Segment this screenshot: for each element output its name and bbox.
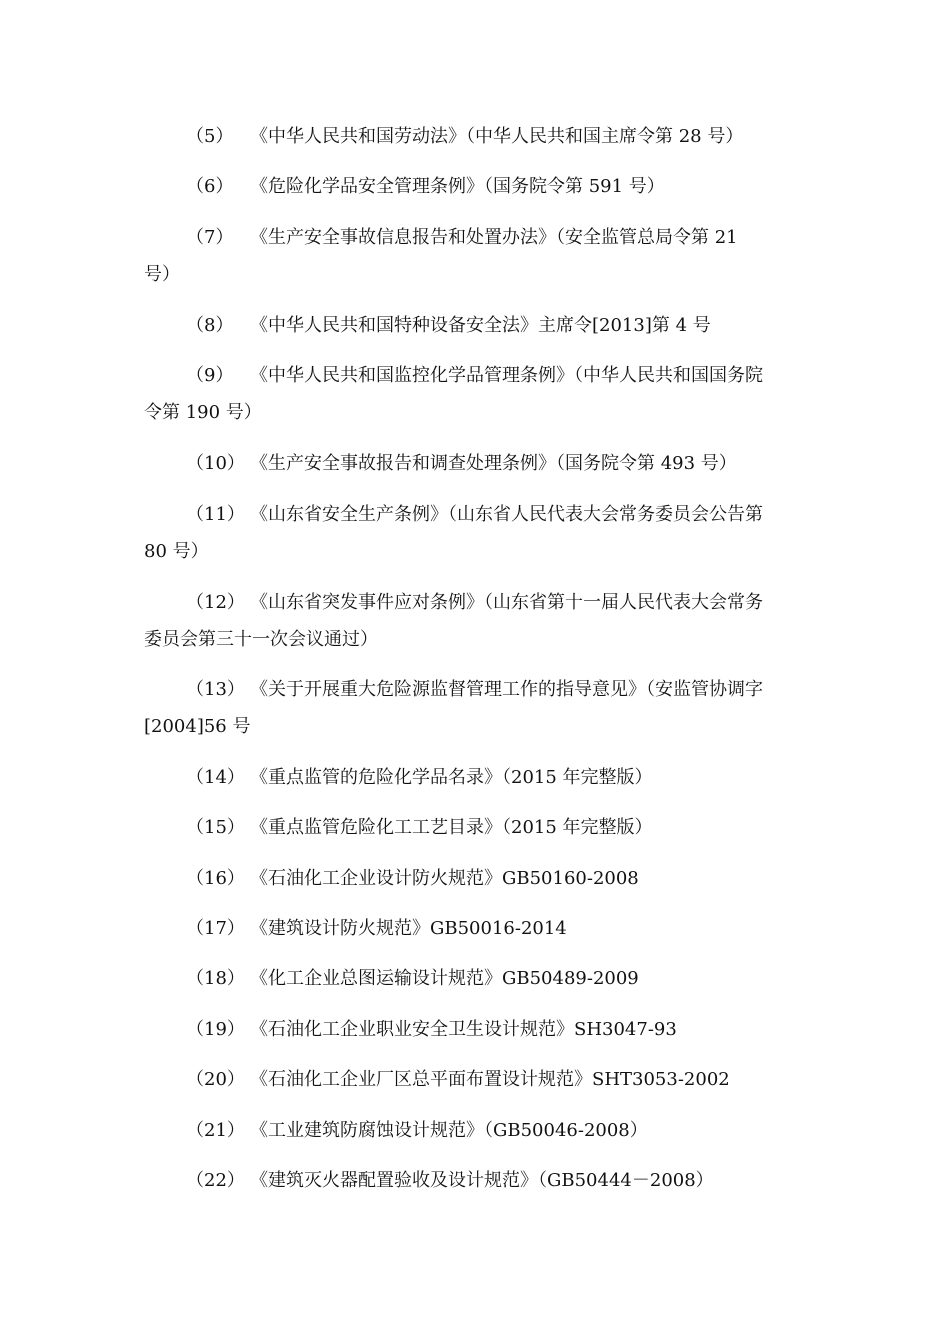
item-text: 《石油化工企业设计防火规范》GB50160-2008 [250, 868, 639, 889]
item-line [144, 445, 804, 482]
list-item [144, 496, 804, 570]
list-item [144, 1162, 804, 1199]
list-item [144, 445, 804, 482]
item-text: 《关于开展重大危险源监督管理工作的指导意见》（安监管协调字 [250, 679, 763, 700]
item-number: （16） [186, 868, 245, 889]
item-continuation-line: 委员会第三十一次会议通过） [144, 629, 378, 650]
list-item [144, 1061, 804, 1098]
item-line [144, 168, 804, 205]
item-number: （19） [186, 1019, 245, 1040]
item-line [144, 1061, 804, 1098]
item-text: 《石油化工企业厂区总平面布置设计规范》SHT3053-2002 [250, 1069, 730, 1090]
list-item [144, 960, 804, 997]
item-number: （12） [186, 592, 245, 613]
item-line [144, 496, 804, 533]
item-number: （21） [186, 1120, 245, 1141]
item-number: （22） [186, 1170, 245, 1191]
item-text: 《山东省突发事件应对条例》（山东省第十一届人民代表大会常务 [250, 592, 763, 613]
item-number: （10） [186, 453, 245, 474]
item-number: （11） [186, 504, 245, 525]
item-number: （14） [186, 767, 245, 788]
item-number: （8） [186, 315, 234, 336]
list-item [144, 307, 804, 344]
item-line [144, 759, 804, 796]
list-item [144, 671, 804, 745]
item-text: 《山东省安全生产条例》（山东省人民代表大会常务委员会公告第 [250, 504, 763, 525]
item-number: （20） [186, 1069, 245, 1090]
item-text: 《建筑灭火器配置验收及设计规范》（GB50444－2008） [250, 1170, 714, 1191]
item-text: 《生产安全事故信息报告和处置办法》（安全监管总局令第 21 [250, 227, 738, 248]
item-number: （18） [186, 968, 245, 989]
list-item [144, 357, 804, 431]
item-line [144, 671, 804, 708]
item-line [144, 1011, 804, 1048]
list-item [144, 809, 804, 846]
list-item [144, 118, 804, 155]
item-line [144, 910, 804, 947]
item-text: 《中华人民共和国监控化学品管理条例》（中华人民共和国国务院 [250, 365, 763, 386]
item-line [144, 1162, 804, 1199]
item-continuation-line: 号） [144, 264, 180, 285]
item-text: 《石油化工企业职业安全卫生设计规范》SH3047-93 [250, 1019, 677, 1040]
list-item [144, 584, 804, 658]
item-line [144, 809, 804, 846]
list-item [144, 759, 804, 796]
item-number: （17） [186, 918, 245, 939]
list-item [144, 1011, 804, 1048]
item-line [144, 960, 804, 997]
item-line [144, 860, 804, 897]
item-text: 《中华人民共和国劳动法》（中华人民共和国主席令第 28 号） [250, 126, 744, 147]
item-line [144, 219, 804, 256]
item-line [144, 584, 804, 621]
item-number: （6） [186, 176, 234, 197]
item-continuation-line: [2004]56 号 [144, 716, 251, 737]
item-text: 《建筑设计防火规范》GB50016-2014 [250, 918, 567, 939]
item-line [144, 307, 804, 344]
item-number: （13） [186, 679, 245, 700]
item-text: 《危险化学品安全管理条例》（国务院令第 591 号） [250, 176, 665, 197]
item-text: 《生产安全事故报告和调查处理条例》（国务院令第 493 号） [250, 453, 737, 474]
item-text: 《中华人民共和国特种设备安全法》主席令[2013]第 4 号 [250, 315, 711, 336]
item-text: 《重点监管危险化工工艺目录》（2015 年完整版） [250, 817, 653, 838]
item-continuation-line: 80 号） [144, 541, 209, 562]
item-line [144, 118, 804, 155]
list-item [144, 219, 804, 293]
item-continuation-line: 令第 190 号） [144, 402, 262, 423]
item-number: （7） [186, 227, 234, 248]
list-item [144, 860, 804, 897]
list-item [144, 168, 804, 205]
item-text: 《重点监管的危险化学品名录》（2015 年完整版） [250, 767, 653, 788]
list-item [144, 910, 804, 947]
item-number: （15） [186, 817, 245, 838]
item-text: 《化工企业总图运输设计规范》GB50489-2009 [250, 968, 639, 989]
item-number: （5） [186, 126, 234, 147]
list-item [144, 1112, 804, 1149]
item-number: （9） [186, 365, 234, 386]
item-text: 《工业建筑防腐蚀设计规范》（GB50046-2008） [250, 1120, 648, 1141]
item-line [144, 1112, 804, 1149]
item-line [144, 357, 804, 394]
